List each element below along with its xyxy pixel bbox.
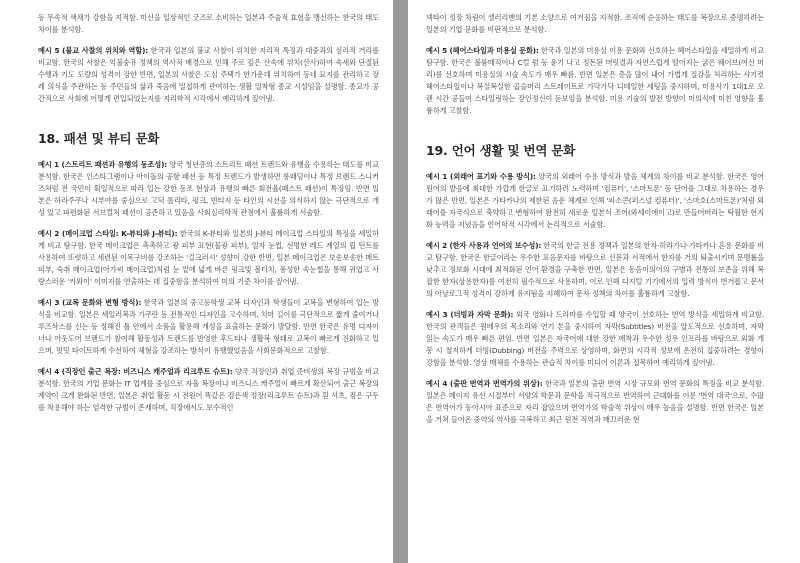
left-example-1-title: 예시 1 (스트리트 패션과 유행의 동조성): (38, 160, 168, 169)
right-example-5-paragraph (426, 45, 764, 117)
section-heading-19: 19. 언어 생활 및 번역 문화 (426, 143, 576, 158)
right-example-2-title: 예시 2 (한자 사용과 언어의 보수성): (426, 241, 542, 250)
right-example-3-body: 외국 영화나 드라마를 수입할 때 양국이 선호하는 번역 방식을 세밀하게 비교함. 한국의 관객들은 원배우의 목소리와 연기 톤을 중시하여 자막(Subtitles) 버전을 압도적으로 선호하며, 자막 읽는 속도가 매우 빠른 편임. 반면 일본은 자국어에 대한 강한 애착과 우수한 성우 인프라를 바탕으로 외화 개봉 시 철저하게 더빙(Dubbing) 버전을 주력으로 상영하며, 화면의 시각적 정보에 온전히 집중하려는 경향이 강함을 분석함. 영상 매체를 수용하는 관습적 차이를 미디어 이론과 접목하여 예리하게 짚어냄. (426, 310, 764, 367)
right-page (408, 0, 800, 563)
left-example-2-body: 한국의 K-뷰티와 일본의 J-뷰티 메이크업 스타일의 특징을 세밀하게 비교 탐구함. 한국 메이크업은 촉촉하고 광 피부 표현(물광 피부), 일자 눈썹, 선명한 레드 계열의 립 틴트를 사용하여 또렷하고 세련된 이목구비를 강조하는 '걸크러시' 성향이 강한 반면, 일본 메이크업은 보송보송한 매트 피부, 숙취 메이크업(아가씨 메이크업)처럼 눈 밑에 넓게 바른 핑크빛 볼터치, 풍성한 속눈썹을 통해 귀엽고 사랑스러운 '카와이' 이미지를 연출하는 데 집중함을 분석하여 미의 기준 차이를 짚어냄. (38, 229, 379, 286)
left-example-2-title: 예시 2 (메이크업 스타일: K-뷰티와 J-뷰티): (38, 229, 178, 238)
right-example-1-body: 양국의 외래어 수용 방식과 발음 체계의 차이를 비교 분석함. 한국은 영어 원어의 발음에 최대한 가깝게 한글로 표기하려 노력하며 '컴퓨터', '스마트폰' 등 단어를 그대로 차용하는 경우가 많은 반면, 일본은 가타카나의 제한된 음운 체계로 인해 '파소콘(퍼스널 컴퓨터)', '스마호(스마트폰)'처럼 외래어를 자국식으로 축약하고 변형하여 완전히 새로운 일본식 조어(와세이에이고)로 만들어버리는 탁월한 현지화 능력을 지녔음을 언어학적 시각에서 논리적으로 서술함. (426, 172, 765, 229)
right-example-5-title: 예시 5 (헤어스타일과 미용실 문화): (426, 46, 539, 55)
left-example-4-title: 예시 4 (직장인 출근 복장: 비즈니스 캐주얼과 리크루트 슈트): (38, 367, 233, 376)
right-intro-paragraph: 넥타이 정장 차림이 샐러리맨의 기본 소양으로 여겨짐을 지적함. 조직에 순응하는 태도를 복장으로 증명하려는 일본의 기업 문화를 비판적으로 분석함. (426, 13, 764, 34)
left-example-5-paragraph (38, 45, 379, 105)
right-example-4-body: 한국과 일본의 출판 번역 시장 규모와 번역 문화의 특징을 비교 분석함. 일본은 메이지 유신 시절부터 서양의 학문과 문학을 적극적으로 번역하여 근대화를 이룬 '번역 대국'으로, 수많은 번역어가 동아시아 표준으로 자리 잡았으며 번역가의 학술적 위상이 매우 높음을 설명함. 반면 한국은 일본을 거쳐 들어온 중역의 역사를 극복하고 최근 원전 직역과 매끄러운 현 (426, 379, 765, 424)
left-example-5-body: 한국과 일본의 불교 사찰이 위치한 지리적 특징과 대중과의 심리적 거리를 비교함. 한국의 사찰은 억불숭유 정책의 역사적 배경으로 인해 주로 깊은 산속에 위치(산사)하여 속세와 단절된 수행과 기도 도량의 성격이 강한 반면, 일본의 사찰은 도심 주택가 한가운데 위치하여 동네 묘지를 관리하고 장례 의식을 주관하는 등 주민들의 삶과 죽음에 밀접하게 관여하는 생활 밀착형 종교 시설임을 설명함. 종교가 공간적으로 사회에 어떻게 편입되었는지를 지리학적 시각에서 예리하게 짚어냄. (38, 46, 379, 103)
left-example-1-paragraph (38, 159, 379, 219)
left-example-1-body: 양국 청년층의 스트리트 패션 트렌드와 유행을 수용하는 태도를 비교 분석함. 한국은 인스타그램이나 아이돌의 공항 패션 등 특정 트렌드가 발생하면 롱패딩이나 특정 브랜드 스니커즈처럼 전 국민이 획일적으로 따라 입는 강한 동조 현상과 유행의 빠른 회전율(패스트 패션)이 특징임. 반면 일본은 하라주쿠나 시부야를 중심으로 고딕 롤리타, 펑크, 빈티지 등 타인의 시선을 의식하지 않는 극단적으로 개성 있고 파편화된 서브컬처 패션이 공존하고 있음을 사회심리학적 관점에서 훌륭하게 서술함. (38, 160, 379, 217)
left-example-3-body: 한국과 일본의 중고등학생 교복 디자인과 학생들이 교복을 변형하여 입는 방식을 비교함. 일본은 세일러복과 가쿠란 등 전통적인 디자인을 고수하며, 치마 길이를 극단적으로 짧게 줄이거나 루즈삭스를 신는 등 정해진 틀 안에서 소품을 활용해 개성을 표출하는 문화가 발달함. 반면 한국은 유명 디자이너나 아웃도어 브랜드가 참여해 활동성과 트렌드를 반영한 후드티나 생활복 형태로 교복이 빠르게 진화하고 있으며, 밋밋 타이트하게 수선하여 체형을 강조하는 방식이 유행했었음을 사회문화적으로 고찰함. (38, 298, 379, 355)
right-example-1-title: 예시 1 (외래어 표기와 수용 방식): (426, 172, 536, 181)
right-example-1-paragraph (426, 171, 764, 231)
right-example-3-paragraph (426, 309, 764, 369)
right-example-4-paragraph (426, 378, 764, 426)
right-example-2-body: 한국의 한글 전용 정책과 일본의 한자·히라가나·가타카나 혼용 문화를 비교 탐구함. 한국은 한글이라는 우수한 표음문자를 바탕으로 신문과 서적에서 한자를 거의 퇴출시키며 문맹률을 낮추고 정보화 시대에 최적화된 언어 환경을 구축한 반면, 일본은 동음이의어의 구별과 전통의 보존을 위해 복잡한 한자(상용한자)를 여전히 필수적으로 사용하며, 이로 인해 디지털 기기에서의 입력 방식이 번거롭고 문서의 아날로그적 성격이 강하게 유지됨을 지혜하여 문자 정책의 차이를 훌륭하게 고찰함. (426, 241, 764, 298)
left-example-5-title: 예시 5 (불교 사찰의 위치와 역할): (38, 46, 149, 55)
left-page (0, 0, 393, 563)
left-example-3-paragraph (38, 297, 379, 357)
left-example-4-paragraph (38, 366, 379, 414)
left-example-3-title: 예시 3 (교복 문화와 변형 방식): (38, 298, 142, 307)
right-example-2-paragraph (426, 240, 764, 300)
left-example-4-body: 양국 직장인과 취업 준비생의 복장 규범을 비교 분석함. 한국의 기업 문화는 IT 업계를 중심으로 자율 복장이나 비즈니스 캐주얼이 빠르게 확산되어 출근 복장의 제약이 크게 완화된 반면, 일본은 취업 활동 시 전원이 똑같은 검은색 정장(리크루트 슈트)과 흰 셔츠, 검은 구두를 착용해야 하는 엄격한 규범이 존재하며, 직장에서도 보수적인 (38, 367, 379, 412)
right-example-3-title: 예시 3 (더빙과 자막 문화): (426, 310, 514, 319)
section-heading-18: 18. 패션 및 뷰티 문화 (38, 131, 160, 146)
left-intro-paragraph: 등 무속적 색채가 강함을 지적함. 미신을 일상적인 굿즈로 소비하는 일본과 주술적 효험을 맹신하는 한국의 태도 차이를 분석함. (38, 13, 379, 34)
left-example-2-paragraph (38, 228, 379, 288)
right-example-4-title: 예시 4 (출판 번역과 번역가의 위상): (426, 379, 543, 388)
right-example-5-body: 한국과 일본의 미용실 이용 문화와 선호하는 헤어스타일을 세밀하게 비교 탐구함. 한국은 볼륨매직이나 C컬 펌 등 윤기 나고 정돈된 머릿결과 자연스럽게 떨어지는 굵은 웨이브(여신 머리)를 선호하며 미용실의 시술 속도가 매우 빠름. 반면 일본은 층을 많이 내어 가볍게 질감을 처리하는 샤기컷 헤어스타일이나 복실복실한 곱슬머리 스트레이트로 가닥가닥 디테일한 세팅을 중시하며, 미용사가 1대1로 오랜 시간 공들여 스타일링하는 장인정신이 돋보임을 분석함. 미용 기술의 발전 방향이 미의식에 미친 영향을 훌륭하게 고찰함. (426, 46, 764, 115)
